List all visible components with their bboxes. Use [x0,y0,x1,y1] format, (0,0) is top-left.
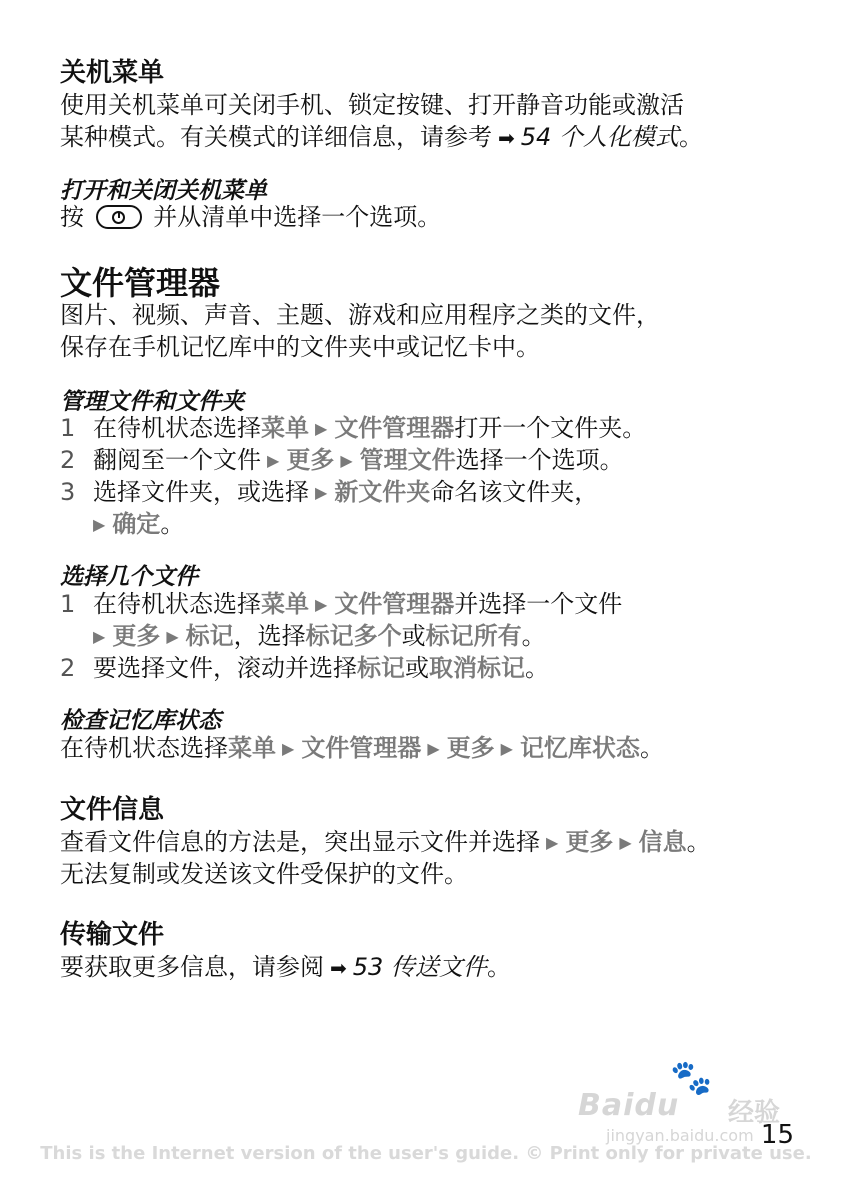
menu-term: 取消标记 [429,654,525,682]
menu-term: 新文件夹 [334,478,431,506]
paragraph-line: 图片、视频、声音、主题、游戏和应用程序之类的文件， [60,301,660,329]
power-key-icon [96,205,142,229]
step-text-continued: ▶ 确定。 [93,510,185,538]
step-number: 2 [60,654,76,682]
menu-term: 更多 [112,622,161,650]
step-number: 2 [60,446,76,474]
text: 并从清单中选择一个选项。 [153,203,442,231]
arrow-right-icon: ▶ [619,833,632,852]
arrow-right-icon: ▶ [546,833,559,852]
paragraph-line [60,121,703,154]
step-text: 在待机状态选择菜单 ▶ 文件管理器打开一个文件夹。 [93,414,647,442]
watermark-sub: 经验 [728,1098,781,1128]
watermark-brand: Baidu [578,1088,680,1123]
menu-term: 更多 [286,446,335,474]
text: 按 [60,203,84,231]
menu-term: 菜单 [261,414,309,442]
arrow-right-icon: ▶ [315,419,328,438]
menu-term: 确定 [112,510,161,538]
menu-term: 文件管理器 [334,590,455,618]
section-title-transfer-files: 传输文件 [60,920,165,950]
arrow-right-icon: ▶ [93,627,106,646]
reference-arrow-icon: ➡ [498,126,515,150]
text: 某种模式。有关模式的详细信息，请参考 [60,123,492,151]
arrow-right-icon: ▶ [93,515,106,534]
paragraph-line: 使用关机菜单可关闭手机、锁定按键、打开静音功能或激活 [60,91,684,119]
section-title-file-manager: 文件管理器 [60,264,221,302]
arrow-right-icon: ▶ [267,451,280,470]
menu-term: 管理文件 [359,446,456,474]
section-title-shutdown-menu: 关机菜单 [60,58,165,88]
arrow-right-icon: ▶ [166,627,179,646]
watermark-url: jingyan.baidu.com [606,1126,754,1145]
arrow-right-icon: ▶ [315,595,328,614]
paragraph-line: 在待机状态选择菜单 ▶ 文件管理器 ▶ 更多 ▶ 记忆库状态。 [60,734,664,762]
menu-term: 标记多个 [305,622,402,650]
paragraph-line: 无法复制或发送该文件受保护的文件。 [60,860,468,888]
step-number: 3 [60,478,76,506]
footer-note: This is the Internet version of the user's guide. © Print only for private use. [40,1143,812,1164]
menu-term: 菜单 [228,734,276,762]
subsection-title: 选择几个文件 [60,564,198,590]
subsection-title: 检查记忆库状态 [60,708,221,734]
text: 。 [678,123,703,151]
paragraph-line: 要获取更多信息，请参阅 ➡ 53 传送文件。 [60,953,511,981]
step-text: 翻阅至一个文件 ▶ 更多 ▶ 管理文件选择一个选项。 [93,446,624,474]
subsection-title: 管理文件和文件夹 [60,389,244,415]
cross-reference-link[interactable]: 53 传送文件 [352,953,487,981]
menu-term: 标记 [357,654,405,682]
arrow-right-icon: ▶ [315,483,328,502]
subsection-title: 打开和关闭关机菜单 [60,178,267,204]
menu-term: 菜单 [261,590,309,618]
menu-term: 文件管理器 [334,414,455,442]
menu-term: 记忆库状态 [519,734,640,762]
paw-logo-icon: 🐾 [670,1058,713,1098]
paragraph-line [60,201,441,233]
arrow-right-icon: ▶ [340,451,353,470]
step-text: 在待机状态选择菜单 ▶ 文件管理器并选择一个文件 [93,590,623,618]
menu-term: 信息 [638,828,687,856]
step-text: 要选择文件，滚动并选择标记或取消标记。 [93,654,549,682]
arrow-right-icon: ▶ [427,739,440,758]
paragraph-line: 查看文件信息的方法是，突出显示文件并选择 ▶ 更多 ▶ 信息。 [60,828,711,856]
section-title-file-info: 文件信息 [60,795,165,825]
menu-term: 更多 [565,828,614,856]
arrow-right-icon: ▶ [282,739,295,758]
cross-reference-link[interactable]: 54 个人化模式 [520,123,679,151]
reference-arrow-icon: ➡ [330,956,347,980]
menu-term: 标记 [185,622,234,650]
step-text: 选择文件夹，或选择 ▶ 新文件夹命名该文件夹， [93,478,599,506]
arrow-right-icon: ▶ [500,739,513,758]
paragraph-line: 保存在手机记忆库中的文件夹中或记忆卡中。 [60,333,540,361]
step-number: 1 [60,414,76,442]
page-number: 15 [760,1120,794,1150]
menu-term: 更多 [446,734,495,762]
step-text-continued: ▶ 更多 ▶ 标记，选择标记多个或标记所有。 [93,622,546,650]
menu-term: 文件管理器 [301,734,422,762]
step-number: 1 [60,590,76,618]
menu-term: 标记所有 [425,622,522,650]
